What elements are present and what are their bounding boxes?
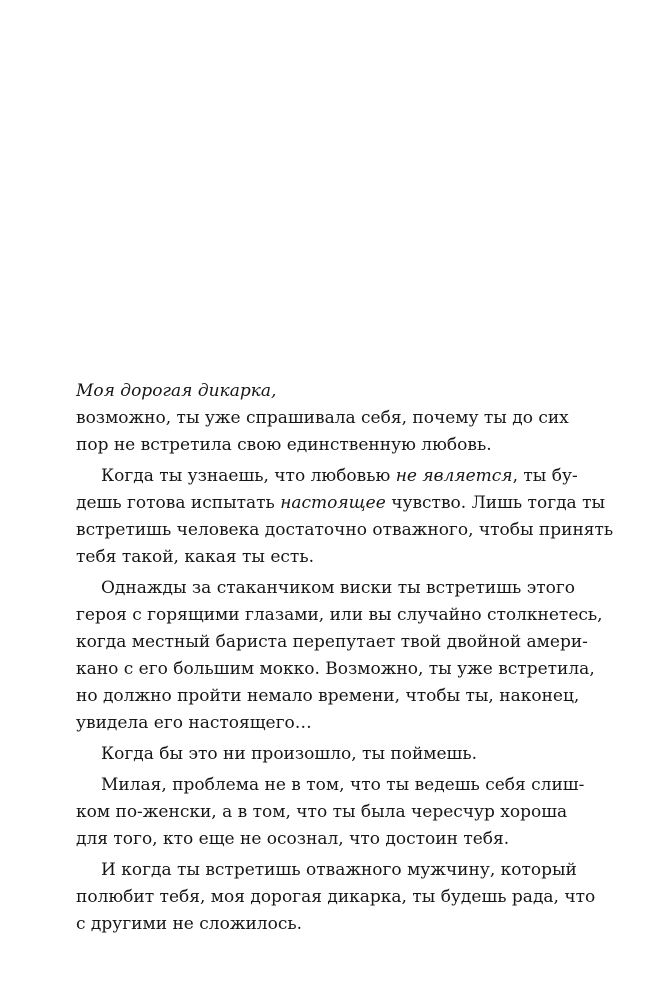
text-line: когда местный бариста перепутает твой двойной амери-	[76, 632, 588, 652]
text-line	[76, 490, 606, 517]
text-line: Когда бы это ни произошло, ты поймешь.	[101, 744, 478, 764]
text-line: героя с горящими глазами, или вы случайно столкнетесь,	[76, 605, 603, 625]
paragraph-4	[76, 741, 552, 768]
greeting-line: Моя дорогая дикарка,	[76, 381, 277, 401]
text-segment: , ты бу-	[512, 466, 578, 486]
text-line: но должно пройти немало времени, чтобы ты, наконец,	[76, 686, 580, 706]
page-text	[76, 378, 614, 938]
text-line: увидела его настоящего…	[76, 713, 312, 733]
text-segment: дешь готова испытать	[76, 493, 281, 513]
text-line: встретишь человека достаточно отважного, чтобы принять	[76, 520, 614, 540]
paragraph-2	[76, 463, 614, 571]
text-line: с другими не сложилось.	[76, 914, 303, 934]
text-line	[76, 463, 578, 490]
text-line: тебя такой, какая ты есть.	[76, 547, 314, 567]
italic-emphasis: не является	[395, 466, 513, 486]
text-segment: Когда ты узнаешь, что любовью	[101, 466, 396, 486]
text-line: полюбит тебя, моя дорогая дикарка, ты будешь рада, что	[76, 887, 596, 907]
paragraph-3	[76, 575, 603, 737]
text-line: возможно, ты уже спрашивала себя, почему ты до сих	[76, 408, 569, 428]
text-line: для того, кто еще не осознал, что достоин тебя.	[76, 829, 510, 849]
text-line: пор не встретила свою единственную любовь.	[76, 435, 492, 455]
text-line: кано с его большим мокко. Возможно, ты уже встретила,	[76, 659, 595, 679]
italic-emphasis: настоящее	[280, 493, 386, 513]
text-line: И когда ты встретишь отважного мужчину, который	[101, 860, 577, 880]
paragraph-1	[76, 405, 569, 459]
text-line: Однажды за стаканчиком виски ты встретишь этого	[101, 578, 575, 598]
paragraph-5	[76, 772, 585, 853]
paragraph-6	[76, 857, 596, 938]
text-line: ком по-женски, а в том, что ты была чересчур хороша	[76, 802, 568, 822]
text-line: Милая, проблема не в том, что ты ведешь себя слиш-	[101, 775, 585, 795]
text-segment: чувство. Лишь тогда ты	[385, 493, 606, 513]
